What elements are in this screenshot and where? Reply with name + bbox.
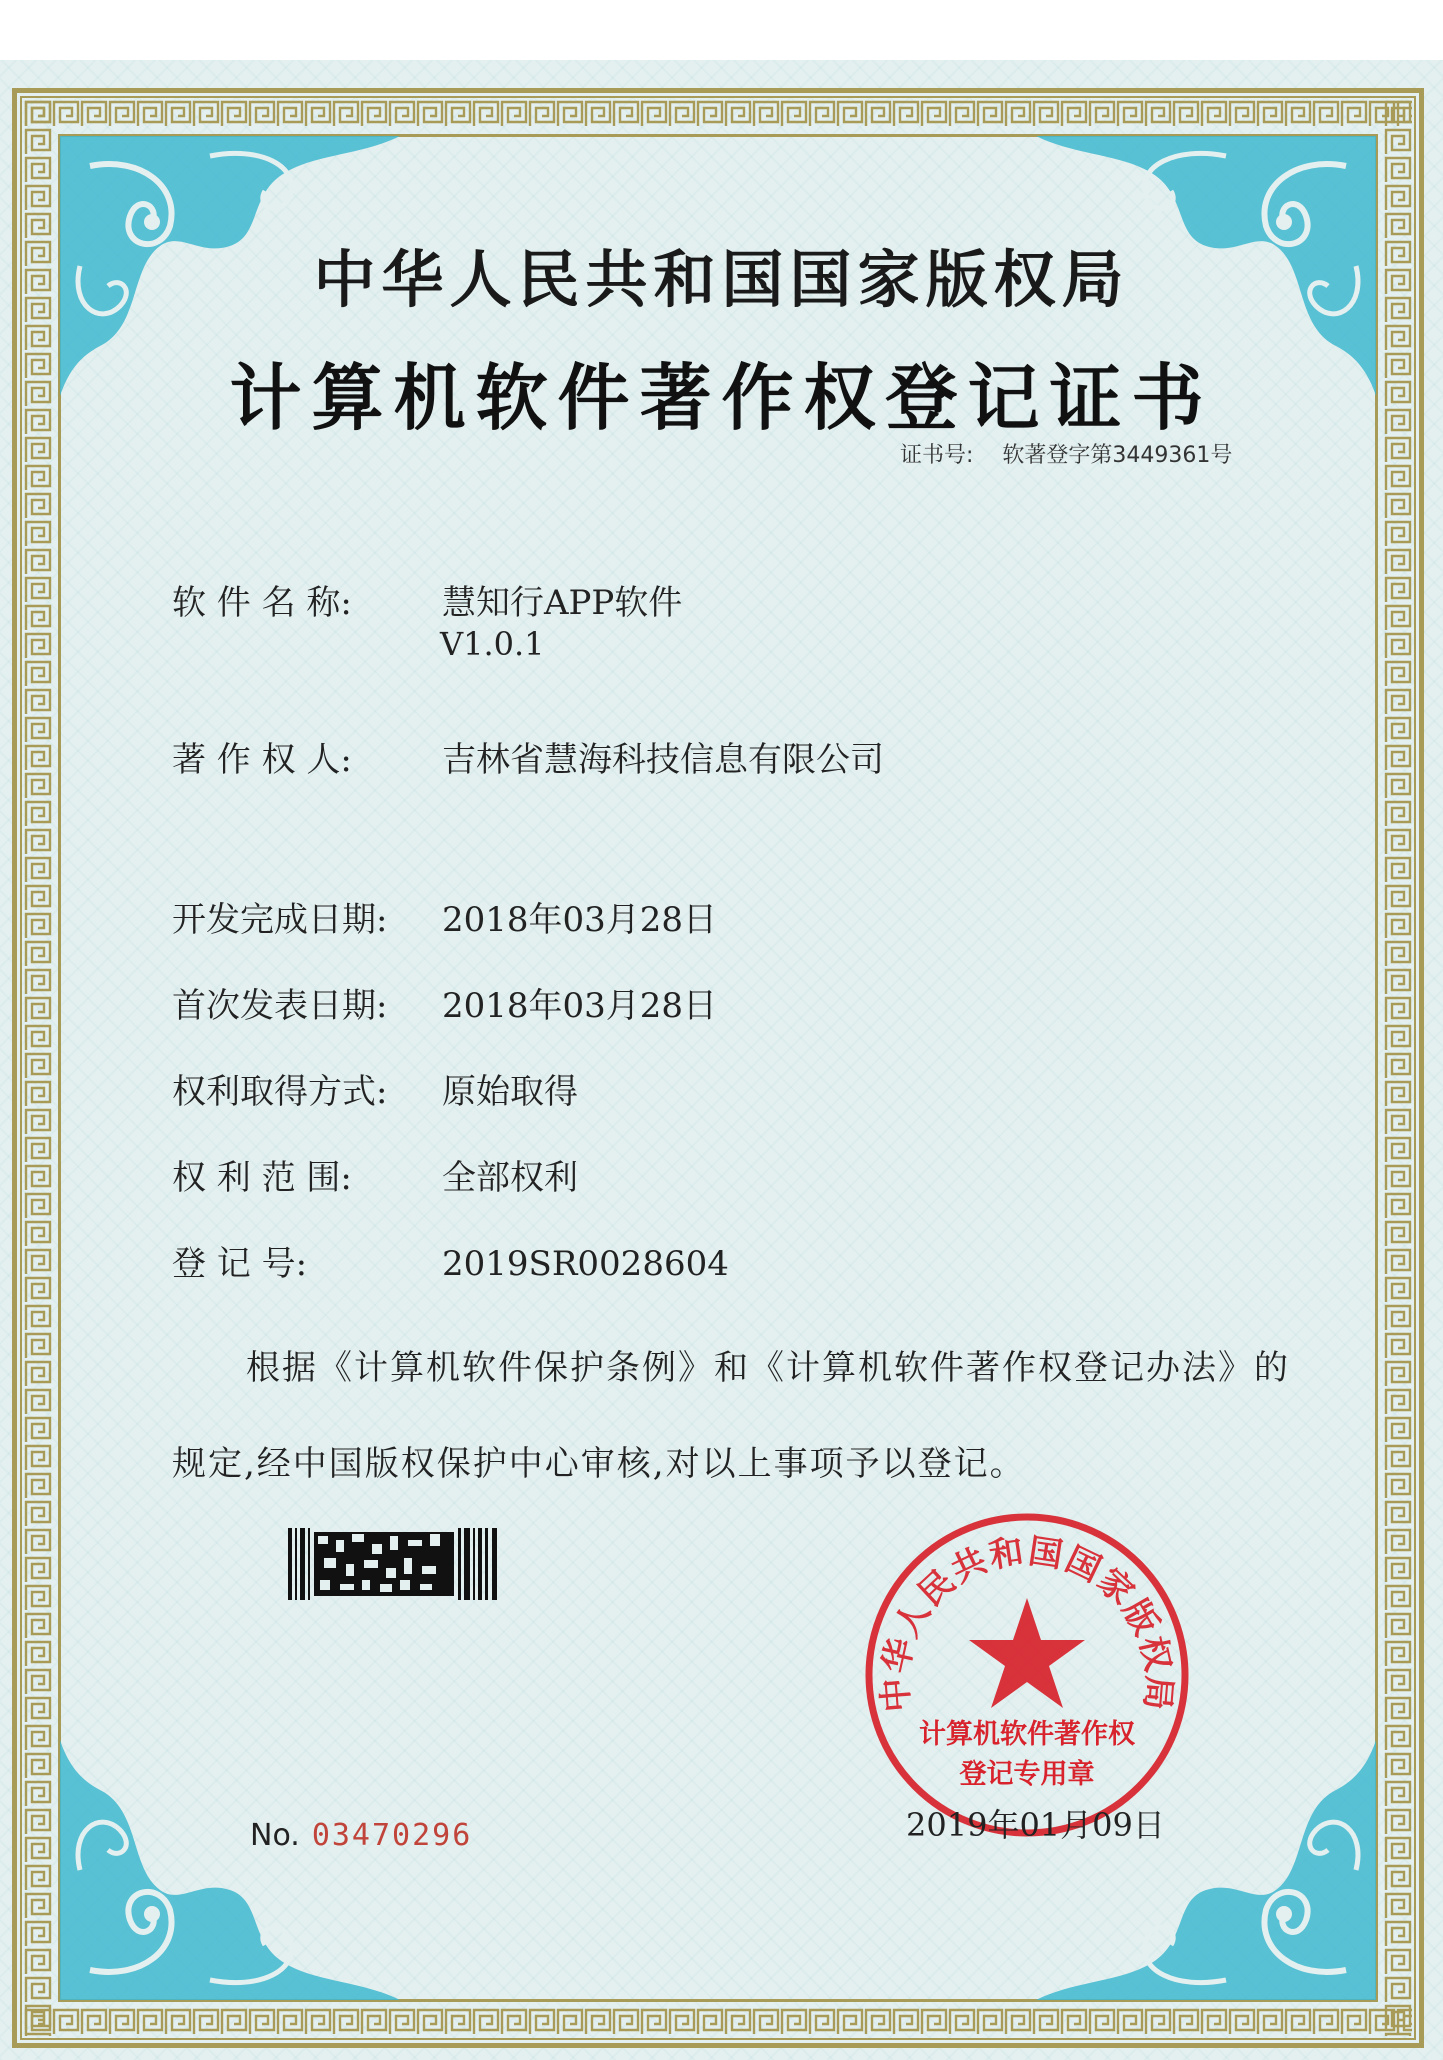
serial-label: No. xyxy=(250,1818,300,1853)
barcode-icon xyxy=(288,1528,498,1600)
field-label: 首次发表日期: xyxy=(172,986,388,1026)
field-value: 全部权利 xyxy=(442,1158,578,1198)
seal-text-line-2: 登记专用章 xyxy=(959,1759,1095,1790)
field-value: 2018年03月28日 xyxy=(442,900,718,940)
legal-paragraph-line-2: 规定,经中国版权保护中心审核,对以上事项予以登记。 xyxy=(172,1444,1026,1484)
field-label: 权利取得方式: xyxy=(172,1072,388,1112)
field-rights-scope xyxy=(172,1150,578,1199)
certificate-number-value: 软著登字第3449361号 xyxy=(1002,443,1233,468)
certificate-number xyxy=(900,438,1232,469)
field-registration-number xyxy=(172,1236,729,1285)
corner-ornament-icon xyxy=(60,1740,400,2000)
field-software-name xyxy=(172,575,682,624)
field-label: 权 利 范 围: xyxy=(172,1158,352,1198)
seal-ring-text: 中华人民共和国国家版权局 xyxy=(875,1531,1179,1714)
fret-border-bottom xyxy=(24,2008,1412,2036)
field-value: 吉林省慧海科技信息有限公司 xyxy=(442,740,884,780)
software-version: V1.0.1 xyxy=(440,625,545,663)
field-label: 著 作 权 人: xyxy=(172,740,352,780)
field-value: 原始取得 xyxy=(442,1072,578,1112)
legal-paragraph-line-1: 根据《计算机软件保护条例》和《计算机软件著作权登记办法》的 xyxy=(246,1348,1290,1388)
field-value: 2019SR0028604 xyxy=(442,1244,729,1284)
issue-date: 2019年01月09日 xyxy=(906,1806,1165,1844)
certificate-number-label: 证书号: xyxy=(900,443,974,468)
serial-value: 03470296 xyxy=(311,1818,473,1853)
seal-text-line-1: 计算机软件著作权 xyxy=(919,1719,1135,1750)
field-value: 2018年03月28日 xyxy=(442,986,718,1026)
field-value: 慧知行APP软件 xyxy=(442,583,683,623)
field-label: 软 件 名 称: xyxy=(172,583,352,623)
field-publication-date xyxy=(172,978,717,1027)
field-acquisition-method xyxy=(172,1064,578,1113)
field-copyright-owner xyxy=(172,732,884,781)
serial-number xyxy=(250,1818,472,1853)
fret-border-top xyxy=(24,100,1412,128)
certificate-title: 计算机软件著作权登记证书 xyxy=(229,355,1214,440)
issuer-title: 中华人民共和国国家版权局 xyxy=(313,243,1130,316)
field-completion-date xyxy=(172,892,717,941)
field-label: 开发完成日期: xyxy=(172,900,388,940)
field-label: 登 记 号: xyxy=(172,1244,308,1284)
